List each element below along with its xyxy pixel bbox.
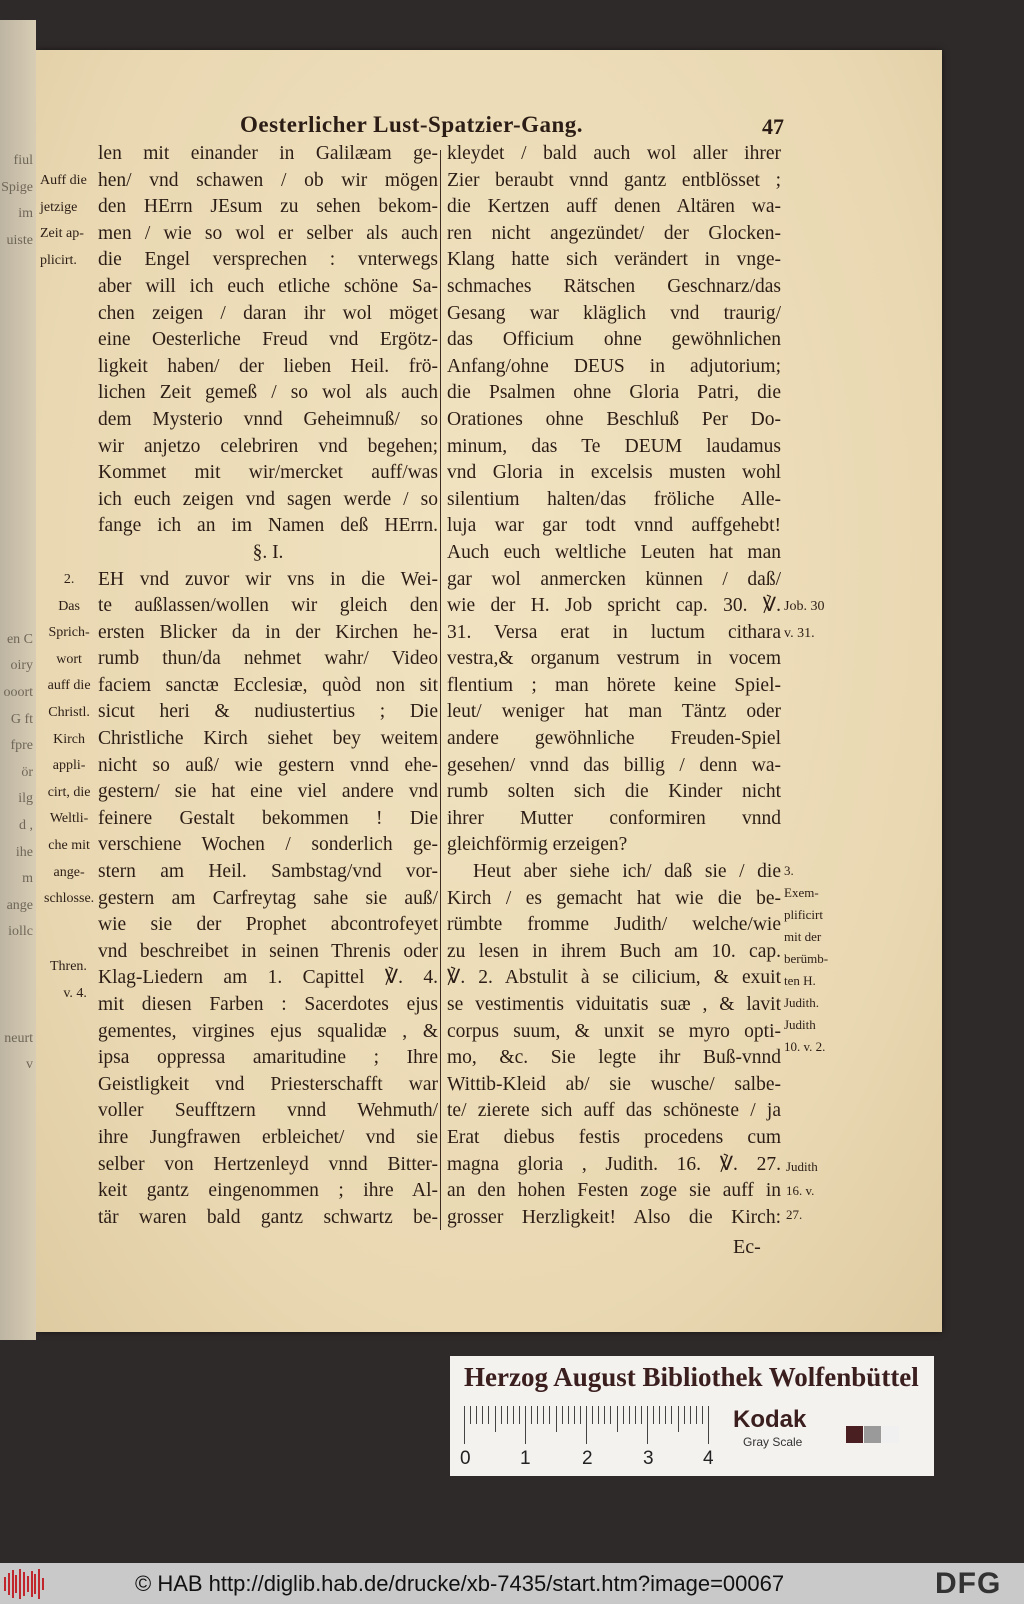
logo-bar: [34, 1574, 36, 1594]
text-line: Klang hatte sich verändert in vnge-: [447, 249, 781, 271]
text-line: EH vnd zuvor wir vns in die Wei-: [98, 568, 438, 590]
text-line: Anfang/ohne DEUS in adjutorium;: [447, 355, 781, 377]
ruler-tick: [671, 1406, 672, 1424]
bleed-text: iollc: [8, 924, 33, 940]
margin-note-line: Judith: [786, 1159, 818, 1174]
text-line: wir anjetzo celebriren vnd begehen;: [98, 435, 438, 457]
margin-note-line: 3.: [784, 863, 794, 878]
left-margin-note: [40, 168, 87, 274]
ruler-tick: [610, 1406, 611, 1424]
margin-note-line: v. 31.: [784, 625, 815, 641]
ruler-tick: [495, 1406, 496, 1432]
ruler-tick: [604, 1406, 605, 1424]
text-line: wie der H. Job spricht cap. 30. ℣.: [447, 595, 781, 617]
logo-bar: [38, 1569, 40, 1599]
bleed-text: ör: [21, 764, 33, 780]
ruler-number: 0: [460, 1448, 471, 1469]
margin-note-line: ange-: [53, 864, 85, 880]
section-heading: §. I.: [252, 541, 284, 563]
margin-note-line: cirt, die: [47, 784, 91, 800]
bleed-text: ange: [6, 897, 33, 913]
margin-note-line: Christl.: [48, 704, 90, 720]
text-line: die Engel versprechen : vnterwegs: [98, 249, 438, 271]
logo-bar: [19, 1569, 21, 1599]
ruler-tick: [562, 1406, 563, 1424]
ruler-tick: [659, 1406, 660, 1424]
margin-note-line: 27.: [786, 1207, 803, 1222]
text-line: schmaches Rätschen Geschnarz/das: [447, 275, 781, 297]
text-line: Christliche Kirch siehet bey weitem: [98, 728, 438, 750]
ruler-tick: [665, 1406, 666, 1424]
text-line: te außlassen/wollen wir gleich den: [98, 595, 438, 617]
bleed-text: en C: [6, 631, 33, 647]
text-line: silentium halten/das fröliche Alle-: [447, 488, 781, 510]
ruler-tick: [592, 1406, 593, 1424]
logo-bar: [27, 1576, 29, 1592]
text-line: flentium ; man hörete keine Spiel-: [447, 674, 781, 696]
dfg-logo: DFG: [935, 1567, 1002, 1600]
logo-bar: [8, 1573, 10, 1595]
text-line: gar wol anmercken künnen / daß/: [447, 568, 781, 590]
left-text-column: [98, 141, 438, 1231]
right-margin-note: [786, 1155, 818, 1227]
ruler-tick: [696, 1406, 697, 1424]
text-line: hen/ vnd schawen / ob wir mögen: [98, 169, 438, 191]
bleed-text: im: [18, 206, 33, 222]
bleed-text: fpre: [10, 738, 33, 754]
ruler-tick: [580, 1406, 581, 1424]
margin-note-line: v. 4.: [63, 985, 87, 1001]
margin-note-line: Auff die: [40, 173, 87, 188]
text-line: Auch euch weltliche Leuten hat man: [447, 541, 781, 563]
text-line: tär waren bald gantz schwartz be-: [98, 1206, 438, 1228]
text-line: se vestimentis viduitatis suæ , & lavit: [447, 994, 781, 1015]
ruler-tick: [629, 1406, 630, 1424]
ruler-tick: [543, 1406, 544, 1424]
ruler-tick: [537, 1406, 538, 1424]
text-line: Wittib-Kleid ab/ sie wusche/ salbe-: [447, 1073, 781, 1095]
logo-bar: [15, 1575, 17, 1593]
ruler-tick: [568, 1406, 569, 1424]
ruler-tick: [653, 1406, 654, 1424]
ruler-tick: [574, 1406, 575, 1424]
text-line: corpus suum, & unxit se myro opti-: [447, 1020, 781, 1042]
margin-note-line: mit der: [784, 929, 822, 944]
margin-note-line: Judith.: [784, 995, 820, 1010]
text-line: Klag-Liedern am 1. Capittel ℣. 4.: [98, 967, 438, 989]
ruler-number: 4: [703, 1448, 714, 1469]
text-line: ipsa oppressa amaritudine ; Ihre: [98, 1047, 438, 1069]
right-text-column: [447, 141, 781, 1231]
bleed-text: ihe: [15, 844, 33, 860]
text-line: ren nicht angezündet/ der Glocken-: [447, 222, 781, 244]
text-line: ersten Blicker da in der Kirchen he-: [98, 621, 438, 643]
text-line: ich euch zeigen vnd sagen werde / so: [98, 488, 438, 510]
text-line: len mit einander in Galilæam ge-: [98, 143, 438, 164]
ruler-tick: [690, 1406, 691, 1424]
text-line: Orationes ohne Beschluß Per Do-: [447, 408, 781, 430]
text-line: vestra,& organum vestrum in vocem: [447, 648, 781, 670]
text-line: Zier beraubt vnnd gantz entblösset ;: [447, 169, 781, 191]
bleed-text: m: [22, 871, 33, 887]
ruler-tick: [464, 1406, 465, 1444]
text-line: gleichförmig erzeigen?: [447, 834, 628, 856]
margin-note-line: plificirt: [784, 907, 823, 922]
ruler-tick: [476, 1406, 477, 1424]
margin-note-line: plicirt.: [40, 252, 77, 268]
margin-note-line: appli-: [52, 758, 86, 774]
kodak-logo: Kodak: [733, 1406, 807, 1433]
ruler: [464, 1406, 714, 1444]
bleed-text: ooort: [3, 685, 33, 700]
text-line: eine Oesterliche Freud vnd Ergötz-: [98, 329, 438, 351]
text-line: ligkeit haben/ der lieben Heil. frö-: [98, 355, 438, 377]
ruler-tick: [470, 1406, 471, 1424]
margin-note-line: Zeit ap-: [40, 226, 84, 242]
text-line: rumb solten sich die Kinder nicht: [447, 781, 781, 803]
logo-bar: [23, 1572, 25, 1596]
margin-note-line: Sprich-: [48, 625, 90, 641]
ruler-tick: [507, 1406, 508, 1424]
ruler-number: 2: [582, 1448, 593, 1469]
ruler-tick: [482, 1406, 483, 1424]
text-line: dem Mysterio vnnd Geheimnuß/ so: [98, 408, 438, 430]
text-line: men / wie so wol er selber als auch: [98, 222, 438, 244]
text-line: wie sie der Prophet abcontrofeyet: [98, 914, 438, 936]
right-margin-note: [784, 594, 824, 647]
margin-note-line: Thren.: [50, 959, 87, 974]
text-line: gestern/ sie hat eine viel andere vnd: [98, 781, 438, 803]
text-line: die Kertzen auff denen Altären wa-: [447, 196, 781, 218]
text-line: selber von Hertzenleyd vnnd Bitter-: [98, 1153, 438, 1175]
bleed-text: ilg: [18, 791, 33, 807]
text-line: Geistligkeit vnd Priesterschafft war: [98, 1073, 438, 1095]
ruler-number: 3: [643, 1448, 654, 1469]
margin-note-line: 10. v. 2.: [784, 1039, 826, 1054]
bleed-text: uiste: [6, 232, 33, 248]
margin-note-line: che mit: [48, 837, 90, 853]
margin-note-line: Judith: [784, 1017, 816, 1032]
text-line: 31. Versa erat in luctum cithara: [447, 621, 781, 643]
logo-bar: [4, 1577, 6, 1591]
text-line: ihre Jungfrawen erbleichet/ vnd sie: [98, 1126, 438, 1148]
right-margin-note: [784, 860, 828, 1058]
text-line: Gesang war kläglich vnd traurig/: [447, 302, 781, 324]
text-line: stern am Heil. Sambstag/vnd vor-: [98, 861, 438, 883]
margin-note-line: 16. v.: [786, 1183, 815, 1198]
ruler-tick: [488, 1406, 489, 1424]
text-line: feinere Gestalt bekommen ! Die: [98, 807, 438, 829]
text-line: Heut aber siehe ich/ daß sie / die: [473, 861, 781, 883]
gray-scale-label: Gray Scale: [743, 1435, 803, 1449]
hab-logo-icon: [4, 1569, 46, 1599]
text-line: vnd beschreibet in seinen Threnis oder: [98, 940, 438, 962]
text-line: leut/ weniger hat man Täntz oder: [447, 701, 781, 723]
text-line: gestern am Carfreytag sahe sie auß/: [98, 887, 438, 909]
margin-note-line: Exem-: [784, 885, 819, 900]
text-line: chen zeigen / daran ihr wol möget: [98, 302, 438, 324]
text-line: rumb thun/da nehmet wahr/ Video: [98, 648, 438, 670]
running-header: Oesterlicher Lust-Spatzier-Gang.: [240, 112, 584, 137]
catchword: Ec-: [733, 1236, 761, 1258]
bleed-text: fiul: [13, 153, 33, 168]
margin-note-line: Weltli-: [49, 811, 89, 827]
ruler-tick: [635, 1406, 636, 1424]
ruler-tick: [549, 1406, 550, 1424]
ruler-tick: [531, 1406, 532, 1424]
ruler-tick: [702, 1406, 703, 1424]
bleed-text: v: [26, 1057, 33, 1073]
left-margin-note: [44, 567, 94, 913]
ruler-tick: [525, 1406, 526, 1444]
ruler-tick: [556, 1406, 557, 1432]
text-line: nicht so auß/ wie gestern vnnd ehe-: [98, 754, 438, 776]
bleed-text: G ft: [10, 711, 33, 727]
text-line: aber will ich euch etliche schöne Sa-: [98, 275, 438, 297]
ruler-tick: [678, 1406, 679, 1432]
gray-swatch-mid: [864, 1426, 881, 1443]
text-line: fange ich an im Namen deß HErrn.: [98, 515, 438, 537]
text-line: das Officium ohne gewöhnlichen: [447, 329, 781, 351]
text-line: Erat diebus festis procedens cum: [447, 1126, 781, 1148]
margin-note-line: jetzige: [40, 199, 78, 215]
text-line: lichen Zeit gemeß / so wol als auch: [98, 382, 438, 404]
gray-swatch-dark: [846, 1426, 863, 1443]
text-line: mo, &c. Sie legte ihr Buß-vnnd: [447, 1047, 781, 1069]
library-name: Herzog August Bibliothek Wolfenbüttel: [464, 1362, 919, 1392]
margin-note-line: schlosse.: [44, 891, 95, 907]
ruler-tick: [598, 1406, 599, 1424]
ruler-tick: [586, 1406, 587, 1444]
ruler-tick: [623, 1406, 624, 1424]
text-line: minum, das Te DEUM laudamus: [447, 435, 781, 457]
margin-note-line: Das: [58, 598, 80, 614]
ruler-tick: [513, 1406, 514, 1424]
text-line: Kommet mit wir/mercket auff/was: [98, 462, 438, 484]
logo-bar: [12, 1570, 14, 1598]
margin-note-line: berümb-: [784, 951, 829, 966]
gray-swatch-light: [882, 1426, 899, 1443]
ruler-tick: [647, 1406, 648, 1444]
color-calibration-card: [450, 1356, 934, 1476]
text-line: gementes, virgines ejus squalidæ , &: [98, 1020, 438, 1042]
bleed-text: oiry: [10, 658, 33, 674]
text-line: ihrer Mutter conformiren vnnd: [447, 807, 781, 829]
source-url[interactable]: © HAB http://diglib.hab.de/drucke/xb-7435/start.htm?image=00067: [135, 1571, 785, 1596]
margin-note-line: ten H.: [784, 973, 816, 988]
ruler-number: 1: [520, 1448, 531, 1469]
text-line: te/ zierete sich auff das schöneste / ja: [447, 1100, 781, 1122]
text-line: Kirch / es gemacht hat wie die be-: [447, 887, 781, 909]
text-line: luja war gar todt vnnd auffgehebt!: [447, 515, 781, 537]
margin-note-line: Job. 30: [784, 599, 825, 614]
page-number: 47: [762, 114, 784, 139]
text-line: die Psalmen ohne Gloria Patri, die: [447, 382, 781, 404]
text-line: vnd Gloria in excelsis musten wohl: [447, 462, 781, 484]
text-line: faciem sanctæ Ecclesiæ, quòd non sit: [98, 674, 438, 696]
margin-note-line: wort: [56, 651, 82, 667]
margin-note-line: Kirch: [53, 731, 86, 747]
text-line: mit diesen Farben : Sacerdotes ejus: [98, 994, 438, 1015]
ruler-tick: [641, 1406, 642, 1424]
bleed-text: Spige: [1, 179, 33, 195]
text-line: keit gantz eingenommen ; ihre Al-: [98, 1180, 438, 1202]
bleed-text: neurt: [4, 1030, 33, 1046]
left-margin-note: [50, 954, 87, 1007]
text-line: voller Seufftzern vnnd Wehmuth/: [98, 1100, 438, 1122]
text-line: andere gewöhnliche Freuden-Spiel: [447, 728, 781, 750]
text-line: ℣. 2. Abstulit à se cilicium, & exuit: [447, 967, 781, 989]
text-line: grosser Herzligkeit! Also die Kirch:: [447, 1206, 781, 1228]
text-line: den HErrn JEsum zu sehen bekom-: [98, 196, 438, 218]
text-line: magna gloria , Judith. 16. ℣. 27.: [447, 1153, 781, 1175]
ruler-tick: [519, 1406, 520, 1424]
text-line: kleydet / bald auch wol aller ihrer: [447, 143, 781, 164]
text-line: rümbte fromme Judith/ welche/wie: [447, 914, 781, 936]
margin-note-line: auff die: [47, 678, 91, 694]
text-line: an den hohen Festen zoge sie auff in: [447, 1180, 781, 1202]
ruler-tick: [684, 1406, 685, 1424]
logo-bar: [42, 1578, 44, 1590]
ruler-tick: [501, 1406, 502, 1424]
footer-bar: [0, 1563, 1024, 1604]
ruler-tick: [708, 1406, 709, 1444]
bleed-text: d ,: [19, 818, 33, 833]
text-line: verschiene Wochen / sonderlich ge-: [98, 834, 438, 856]
text-line: zu lesen in ihrem Buch am 10. cap.: [447, 940, 781, 962]
margin-note-line: 2.: [63, 572, 75, 587]
logo-bar: [31, 1571, 33, 1597]
previous-page-bleed: [0, 20, 36, 1340]
text-line: sicut heri & nudiustertius ; Die: [98, 701, 438, 723]
ruler-tick: [617, 1406, 618, 1432]
text-line: gesehen/ vnnd das billig / denn wa-: [447, 754, 781, 776]
column-divider: [440, 150, 441, 1230]
